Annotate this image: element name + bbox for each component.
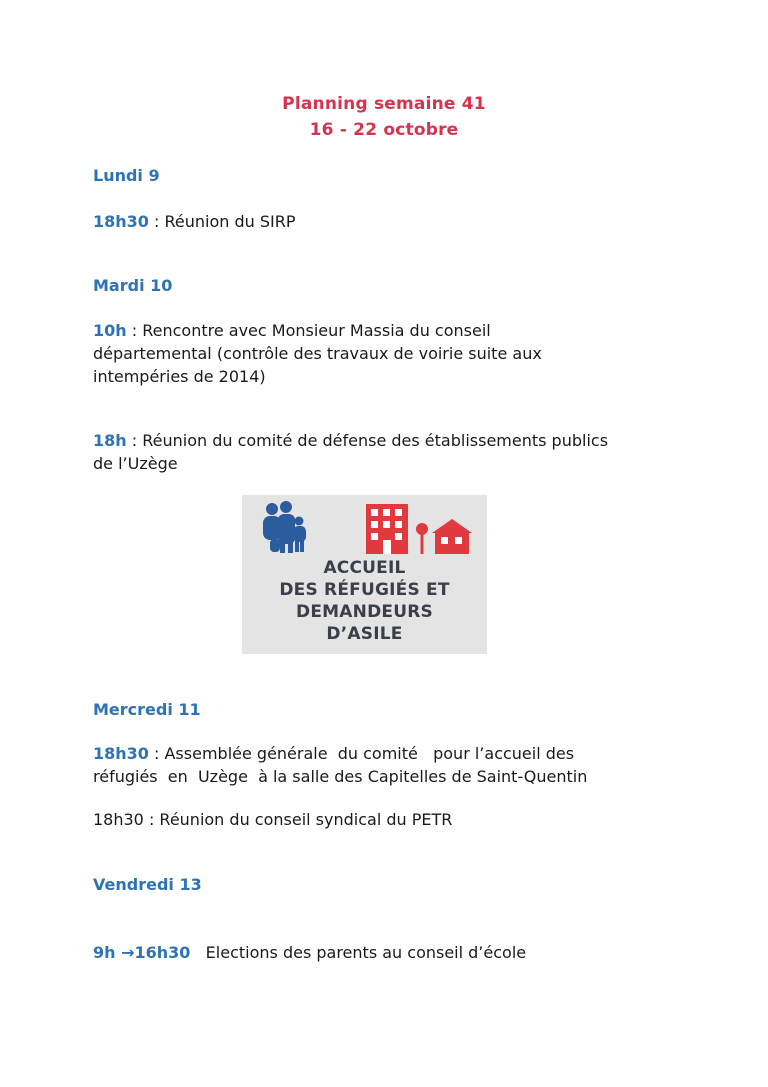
entry-text: départemental (contrôle des travaux de voirie suite aux	[93, 344, 542, 363]
title-line-2: 16 - 22 octobre	[309, 120, 459, 140]
entry-lundi-1	[93, 210, 693, 233]
day-heading-mercredi: Mercredi 11	[93, 700, 201, 719]
banner-text	[242, 557, 487, 645]
entry-text: : Réunion du SIRP	[148, 212, 296, 231]
entry-text: : Réunion du comité de défense des établissements publics	[126, 431, 609, 450]
entry-text: réfugiés en Uzège à la salle des Capitelles de Saint-Quentin	[93, 767, 588, 786]
entry-text: Elections des parents au conseil d’école	[190, 943, 527, 962]
entry-time: 9h →16h30	[93, 943, 191, 962]
day-heading-mardi: Mardi 10	[93, 276, 173, 295]
family-and-buildings-icon	[242, 495, 487, 557]
entry-time: 18h30	[93, 744, 149, 763]
entry-text: : Assemblée générale du comité pour l’accueil des	[148, 744, 575, 763]
title-line-1: Planning semaine 41	[282, 94, 486, 114]
banner-line: DEMANDEURS	[296, 602, 433, 622]
entry-text: : Rencontre avec Monsieur Massia du conseil	[126, 321, 491, 340]
entry-time: 18h30	[93, 212, 149, 231]
entry-text: : Réunion du conseil syndical du PETR	[143, 810, 453, 829]
entry-mercredi-2	[93, 808, 693, 831]
banner-line: ACCUEIL	[323, 558, 406, 578]
entry-time: 18h	[93, 431, 127, 450]
entry-time: 18h30	[93, 810, 144, 829]
entry-vendredi-1	[93, 941, 693, 964]
entry-text: intempéries de 2014)	[93, 367, 266, 386]
banner-line: D’ASILE	[326, 624, 403, 644]
entry-mardi-1	[93, 319, 693, 388]
day-heading-lundi: Lundi 9	[93, 166, 160, 185]
day-heading-vendredi: Vendredi 13	[93, 875, 202, 894]
entry-time: 10h	[93, 321, 127, 340]
entry-mardi-2	[93, 429, 693, 475]
entry-mercredi-1	[93, 742, 693, 788]
entry-text: de l’Uzège	[93, 454, 178, 473]
banner-line: DES RÉFUGIÉS ET	[279, 580, 450, 600]
refugee-welcome-banner	[242, 495, 487, 654]
